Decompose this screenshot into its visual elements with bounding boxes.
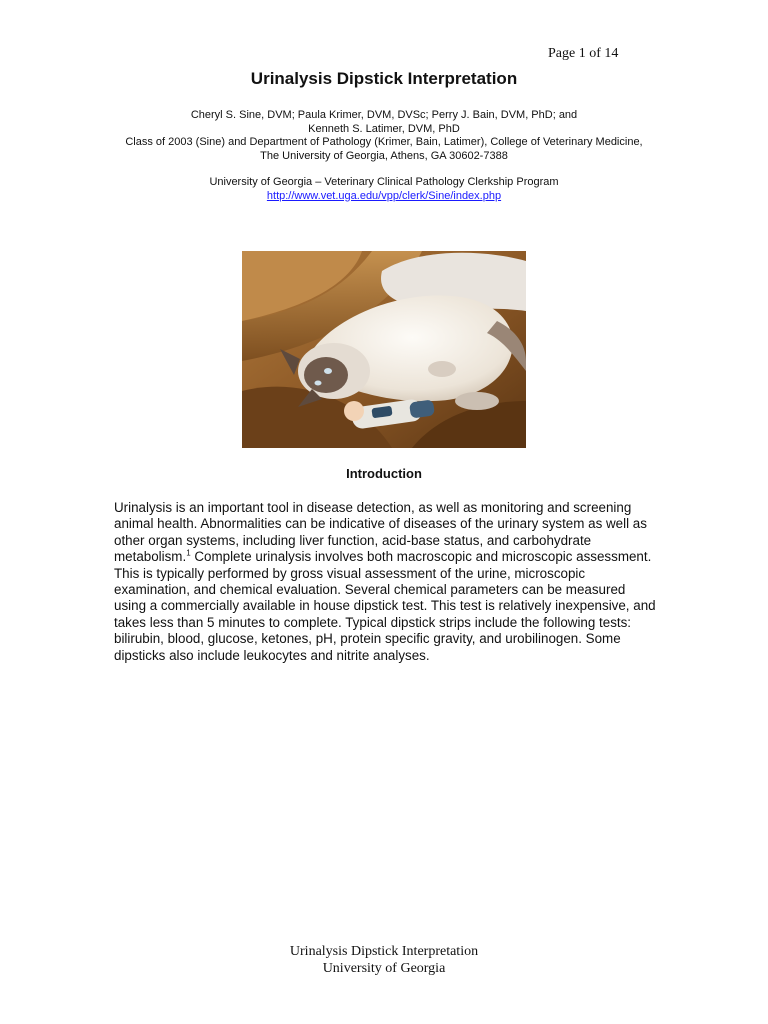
cat-photo (242, 251, 526, 448)
footer-institution: University of Georgia (322, 961, 446, 976)
intro-text-part-1: Urinalysis is an important tool in disease detection, as well as monitoring and screening animal health. Abnormalities can be indicative of diseases of the urinary system as well as other organ systems, including liver function, acid-base status, and carbohydrate metabolism. (114, 500, 647, 565)
footer-title: Urinalysis Dipstick Interpretation (289, 944, 479, 959)
program-link[interactable]: http://www.vet.uga.edu/vpp/clerk/Sine/index.php (266, 189, 502, 202)
authors-line-2: Kenneth S. Latimer, DVM, PhD (308, 122, 460, 135)
intro-text-part-2: Complete urinalysis involves both macroscopic and microscopic assessment. This is typically performed by gross visual assessment of the urine, microscopic examination, and chemical evaluation. Several chemical parameters can be measured using a commercially available in house dipstick test. This test is relatively inexpensive, and takes less than 5 minutes to complete. Typical dipstick strips include the following tests: bilirubin, blood, glucose, ketones, pH, protein specific gravity, and urobilinogen. Some dipsticks also include leukocytes and nitrite analyses. (114, 549, 656, 663)
introduction-paragraph (114, 500, 659, 664)
program-block (0, 176, 768, 203)
page-footer (0, 943, 768, 977)
affiliation-line-1: Class of 2003 (Sine) and Department of Pathology (Krimer, Bain, Latimer), College of Veterinary Medicine, (125, 136, 643, 148)
page-number: Page 1 of 14 (548, 46, 619, 61)
affiliation-line-2: The University of Georgia, Athens, GA 30602-7388 (260, 149, 508, 162)
section-heading-introduction: Introduction (346, 466, 422, 481)
reference-superscript: 1 (186, 548, 191, 558)
document-title: Urinalysis Dipstick Interpretation (250, 69, 518, 88)
authors-line-1: Cheryl S. Sine, DVM; Paula Krimer, DVM, DVSc; Perry J. Bain, DVM, PhD; and (190, 109, 578, 121)
byline (0, 109, 768, 163)
program-name: University of Georgia – Veterinary Clinical Pathology Clerkship Program (209, 176, 559, 188)
